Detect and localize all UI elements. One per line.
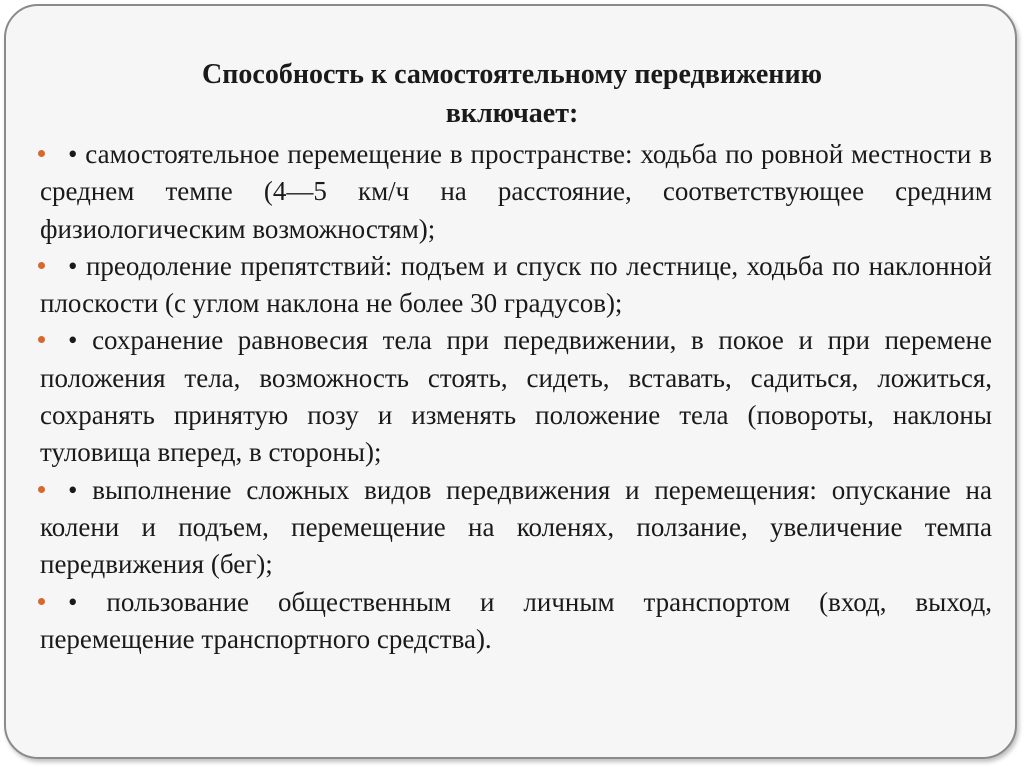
- slide-title-line-2: включает:: [445, 98, 579, 129]
- list-item-text: • пользование общественным и личным транспортом (вход, выход, перемещение транспортного средства).: [40, 586, 992, 654]
- list-item: [40, 584, 992, 659]
- list-item: [40, 322, 992, 471]
- list-item-text: • сохранение равновесия тела при передвижении, в покое и при перемене положения тела, возможность стоять, сидеть, вставать, садиться, ложиться, сохранять принятую позу и изменять положение тела (повороты, наклоны туловища вперед, в стороны);: [40, 325, 992, 468]
- list-item-text: • преодоление препятствий: подъем и спуск по лестнице, ходьба по наклонной плоскости (с углом наклона не более 30 градусов);: [40, 250, 992, 319]
- list-item-text: • выполнение сложных видов передвижения и перемещения: опускание на колени и подъем, перемещение на коленях, ползание, увеличение темпа передвижения (бег);: [40, 474, 992, 580]
- bullet-list: [40, 136, 992, 658]
- bullet-dot-icon: [38, 262, 45, 269]
- list-item-text: • самостоятельное перемещение в пространстве: ходьба по ровной местности в среднем темпе (4—5 км/ч на расстояние, соответствующее средним физиологическим возможностям);: [40, 139, 992, 244]
- bullet-dot-icon: [38, 486, 45, 493]
- list-item: [40, 136, 992, 248]
- list-item: [40, 248, 992, 323]
- slide-title: [60, 55, 964, 133]
- list-item: [40, 472, 992, 584]
- bullet-dot-icon: [38, 598, 45, 605]
- bullet-dot-icon: [38, 150, 45, 157]
- slide-title-line-1: Способность к самостоятельному передвижению: [202, 59, 822, 90]
